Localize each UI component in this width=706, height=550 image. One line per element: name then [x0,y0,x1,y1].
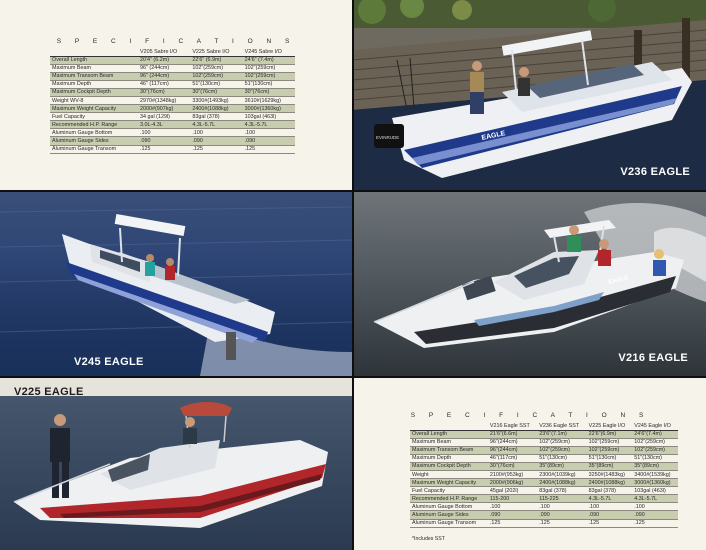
spec-cell: .125 [632,519,678,527]
spec-cell: 51"(130cm) [190,80,242,88]
caption-v245: V245 EAGLE [74,356,144,368]
spec-row-label: Aluminum Gauge Transom [50,145,138,153]
spec-cell: 102"(259cm) [537,446,586,454]
spec-cell: .090 [587,511,633,519]
spec-column-header: V225 Sabre I/O [190,48,242,56]
spec-row [410,495,678,503]
spec-row-label: Maximum Transom Beam [410,446,488,454]
spec-cell: 24'6"(7.4m) [632,430,678,438]
spec-row-label: Aluminum Gauge Transom [410,519,488,527]
spec-row-label: Fuel Capacity [50,113,138,121]
spec-cell: 2100#(953kg) [488,470,537,478]
spec-cell: 51"(130cm) [587,454,633,462]
spec-cell: 115-200 [488,495,537,503]
spec-cell: 4.3L-5.7L [587,495,633,503]
spec-cell: .090 [537,511,586,519]
spec-row-label: Maximum Beam [50,64,138,72]
spec-column-header: V236 Eagle SST [537,422,586,430]
spec-row-label: Maximum Beam [410,438,488,446]
spec-row-label: Weight WV-8 [50,96,138,104]
spec-row-label: Maximum Weight Capacity [50,105,138,113]
spec-row-label: Maximum Depth [50,80,138,88]
spec-cell: 2000#(907kg) [138,105,190,113]
spec-cell: 4.3L-5.7L [190,121,242,129]
spec-cell: .090 [138,137,190,145]
spec-row-label: Maximum Transom Beam [50,72,138,80]
spec-cell: 103gal (463l) [632,487,678,495]
spec-cell: 3000#(1360kg) [632,479,678,487]
spec-cell: 51"(130cm) [537,454,586,462]
spec-cell: .125 [243,145,295,153]
spec-cell: 102"(259cm) [190,72,242,80]
spec-row [50,88,295,96]
spec-cell: 83gal (378) [190,113,242,121]
spec-cell: .100 [488,503,537,511]
spec-heading: S P E C I F I C A T I O N S [56,38,296,45]
spec-row [50,129,295,137]
spec-row-label: Aluminum Gauge Bottom [50,129,138,137]
spec-column-header: V216 Eagle SST [488,422,537,430]
spec-cell: 2400#(1088kg) [587,479,633,487]
spec-row-label: Recommended H.P. Range [410,495,488,503]
page-divider [0,376,706,378]
spec-row [410,479,678,487]
spec-row-label: Maximum Cockpit Depth [410,462,488,470]
spec-cell: 46"(117cm) [488,454,537,462]
spec-row [410,519,678,527]
spec-cell: 103gal (463l) [243,113,295,121]
spec-cell: .090 [190,137,242,145]
spec-cell: 102"(259cm) [587,438,633,446]
spec-cell: 3400#(1539kg) [632,470,678,478]
spec-cell: .100 [243,129,295,137]
spec-row [410,503,678,511]
top-spec-sheet [0,0,352,190]
spec-heading: S P E C I F I C A T I O N S [410,412,650,419]
spec-cell: 35"(89cm) [537,462,586,470]
spec-cell: .100 [190,129,242,137]
spec-row [410,487,678,495]
spec-row [50,80,295,88]
spec-cell: .090 [488,511,537,519]
spec-cell: 51"(130cm) [243,80,295,88]
spec-cell: 51"(130cm) [632,454,678,462]
spec-cell: .125 [587,519,633,527]
v236-illustration [352,0,706,190]
spec-cell: 96" (244cm) [138,64,190,72]
spec-cell: 2000#(906kg) [488,479,537,487]
photo-v225 [0,378,352,550]
spec-cell: 102"(259cm) [243,64,295,72]
spec-cell: 96"(244cm) [488,446,537,454]
spec-cell: 83gal (378) [587,487,633,495]
spec-cell: 23'6"(7.1m) [537,430,586,438]
spec-row-label: Overall Length [410,430,488,438]
spec-cell: 3300#(1493kg) [190,96,242,104]
spec-cell: 3000#(1360kg) [243,105,295,113]
caption-v216: V216 EAGLE [618,352,688,364]
spec-row-label: Overall Length [50,56,138,64]
spec-row [50,96,295,104]
spec-cell: 96"(244cm) [488,438,537,446]
top-spec-table [50,48,295,154]
spec-row [50,72,295,80]
spec-row [410,454,678,462]
spec-cell: 35"(89cm) [587,462,633,470]
v245-illustration [0,192,352,376]
spec-row [50,145,295,153]
spec-row [410,511,678,519]
spec-row [50,105,295,113]
spec-column-header: V245 Eagle I/O [632,422,678,430]
spec-cell: 30"(76cm) [190,88,242,96]
spec-cell: .125 [138,145,190,153]
spec-row [50,121,295,129]
spec-cell: 3250#(1483kg) [587,470,633,478]
spec-cell: 102"(259cm) [587,446,633,454]
hull-brand-v216: EAGLE [608,275,630,286]
spec-row-label: Aluminum Gauge Sides [410,511,488,519]
spec-cell: 35"(89cm) [632,462,678,470]
photo-v245 [0,192,352,376]
spec-column-header: V205 Sabre I/O [138,48,190,56]
spec-cell: 102"(259cm) [243,72,295,80]
spec-cell: 115-225 [537,495,586,503]
spec-cell: .100 [587,503,633,511]
spec-cell: 4.3L-5.7L [243,121,295,129]
spec-cell: .100 [632,503,678,511]
spec-cell: 30"(76cm) [138,88,190,96]
spec-row [50,56,295,64]
spec-cell: 34 gal (129l) [138,113,190,121]
spec-cell: 2400#(1088kg) [190,105,242,113]
motor-brand: EVINRUDE [376,135,400,140]
spec-row-label: Aluminum Gauge Bottom [410,503,488,511]
spec-header-blank [50,48,138,56]
page-divider [0,190,706,192]
spec-cell: .090 [243,137,295,145]
spec-cell: .125 [537,519,586,527]
spec-row-label: Recommended H.P. Range [50,121,138,129]
spec-row [50,113,295,121]
spec-row [410,438,678,446]
spec-column-header: V225 Eagle I/O [587,422,633,430]
spec-cell: .100 [537,503,586,511]
spec-row [410,446,678,454]
spec-cell: 30"(76cm) [488,462,537,470]
spec-cell: 102"(259cm) [537,438,586,446]
spec-cell: .125 [190,145,242,153]
spec-column-header: V245 Sabre I/O [243,48,295,56]
spec-cell: 2970#(1348kg) [138,96,190,104]
spec-cell: 2300#(1039kg) [537,470,586,478]
v225-illustration [0,378,352,550]
bottom-spec-table [410,422,678,528]
hull-brand-v236: EAGLE [480,130,507,142]
spec-row [50,137,295,145]
spec-footnote: *Includes SST [412,536,445,542]
spec-header-blank [410,422,488,430]
spec-row-label: Maximum Weight Capacity [410,479,488,487]
spec-cell: 4.3L-5.7L [632,495,678,503]
spec-cell: 102"(259cm) [632,438,678,446]
spec-cell: 3610#(1629kg) [243,96,295,104]
bottom-spec-sheet [354,378,706,550]
spec-cell: 46" (117cm) [138,80,190,88]
spec-cell: 45gal (202l) [488,487,537,495]
spec-cell: 83gal (378) [537,487,586,495]
spec-cell: 3.0L-4.3L [138,121,190,129]
spec-row-label: Aluminum Gauge Sides [50,137,138,145]
spec-row [410,430,678,438]
spec-row-label: Fuel Capacity [410,487,488,495]
spec-cell: 102"(259cm) [632,446,678,454]
page-gutter [352,0,354,550]
spec-row [50,64,295,72]
spec-cell: .100 [138,129,190,137]
spec-cell: 96" (244cm) [138,72,190,80]
photo-v216 [354,192,706,376]
spec-row-label: Weight [410,470,488,478]
spec-cell: 22'6"(6.9m) [587,430,633,438]
spec-cell: 22'6" (6.9m) [190,56,242,64]
photo-v236 [352,0,706,190]
spec-row-label: Maximum Depth [410,454,488,462]
spec-cell: 20'4" (6.2m) [138,56,190,64]
spec-cell: 102"(259cm) [190,64,242,72]
spec-row-label: Maximum Cockpit Depth [50,88,138,96]
spec-cell: 30"(76cm) [243,88,295,96]
v216-illustration [354,192,706,376]
spec-cell: .090 [632,511,678,519]
spec-cell: 2400#(1088kg) [537,479,586,487]
spec-row [410,462,678,470]
spec-row [410,470,678,478]
caption-v236: V236 EAGLE [620,166,690,178]
caption-v225: V225 EAGLE [14,386,84,398]
spec-cell: 24'6" (7.4m) [243,56,295,64]
spec-cell: 21'6"(6.6m) [488,430,537,438]
spec-cell: .125 [488,519,537,527]
